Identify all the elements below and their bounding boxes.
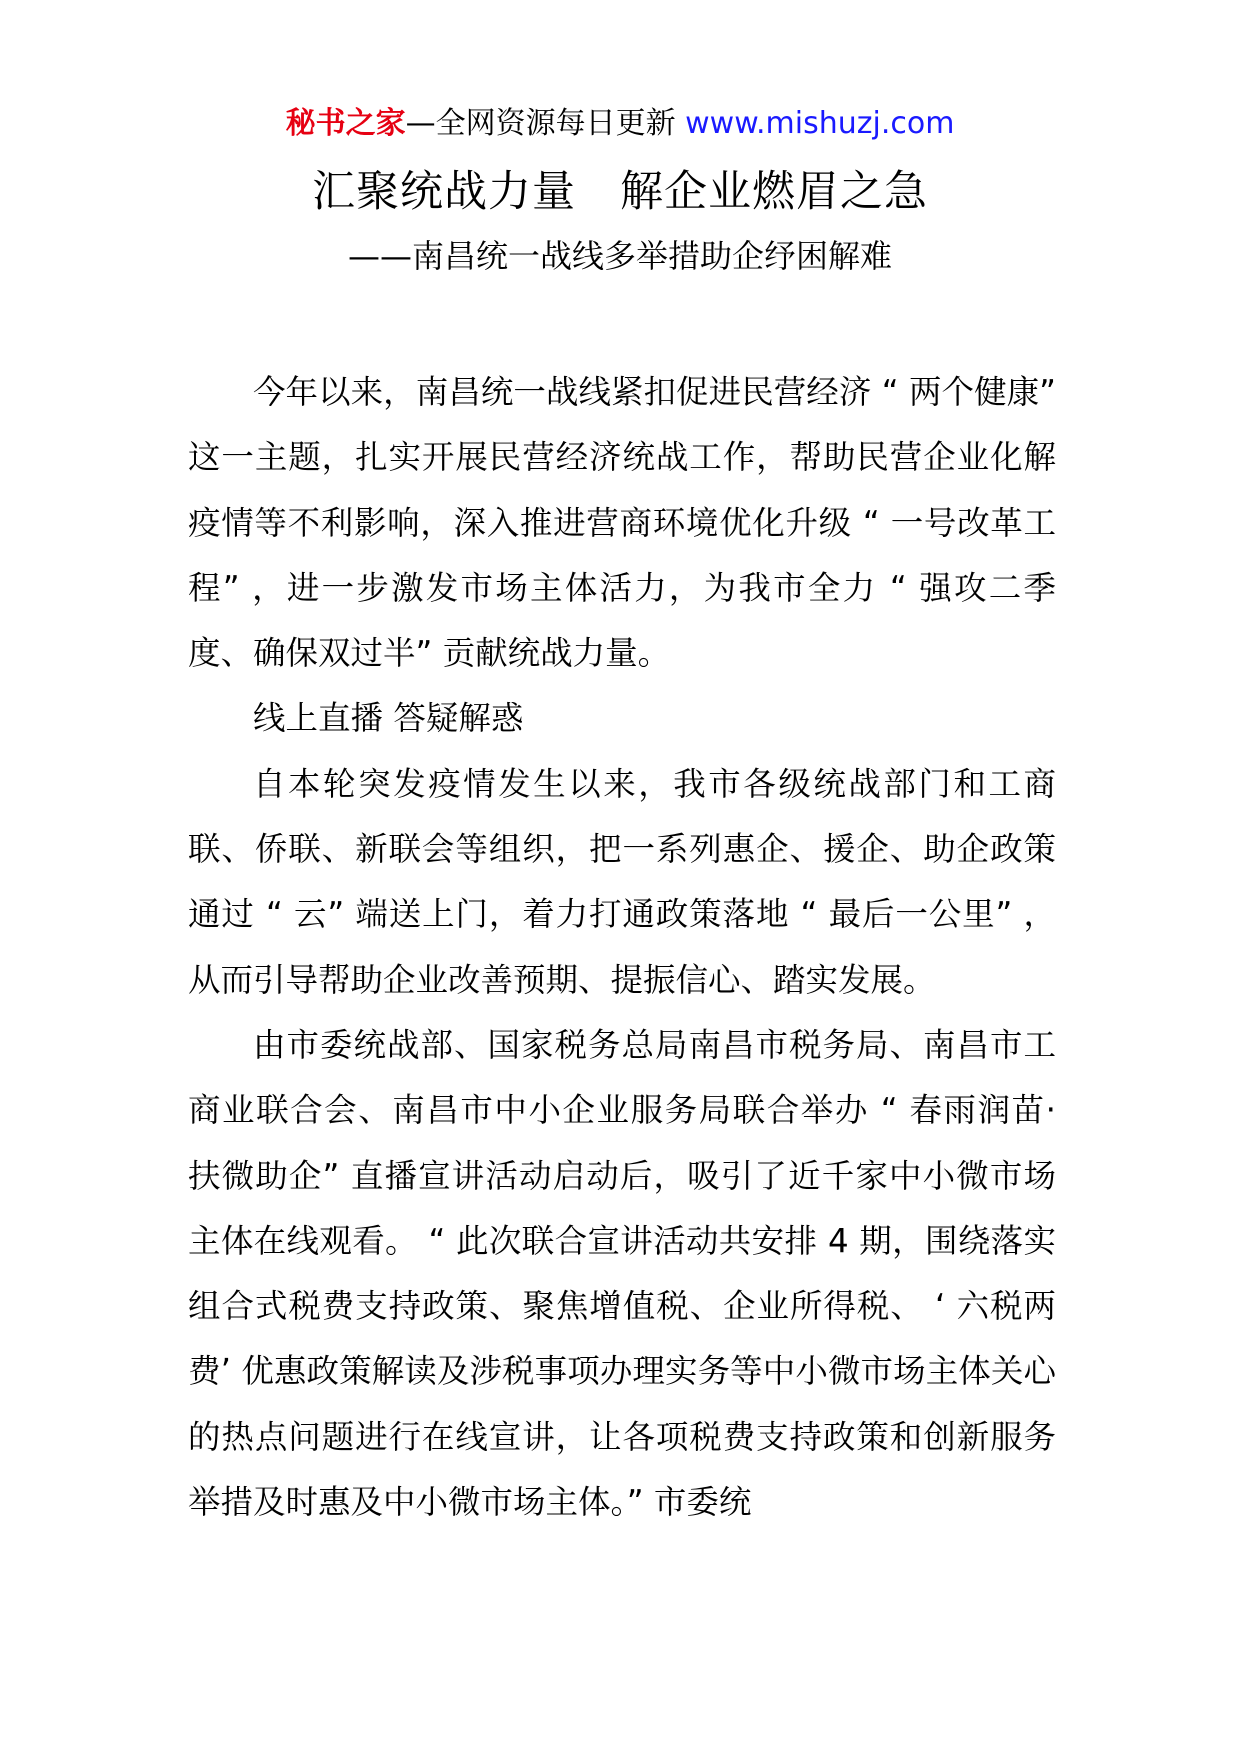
body-paragraph-intro: 今年以来，南昌统一战线紧扣促进民营经济 “ 两个健康” 这一主题，扎实开展民营经济统战工作，帮助民营企业化解疫情等不利影响，深入推进营商环境优化升级 “ 一号改革工程” ，进一步激发市场主体活力，为我市全力 “ 强攻二季度、确保双过半” 贡献统战力量。 [188, 373, 1056, 673]
body-paragraph: 自本轮突发疫情发生以来，我市各级统战部门和工商联、侨联、新联会等组织，把一系列惠企、援企、助企政策通过 “ 云” 端送上门，着力打通政策落地 “ 最后一公里” ，从而引导帮助企业改善预期、提振信心、踏实发展。 [188, 764, 1056, 999]
site-brand: 秘书之家 [285, 106, 406, 141]
site-tagline: —全网资源每日更新 [405, 106, 686, 141]
body-paragraph: 由市委统战部、国家税务总局南昌市税务局、南昌市工商业联合会、南昌市中小企业服务局联合举办 “ 春雨润苗· 扶微助企” 直播宣讲活动启动后，吸引了近千家中小微市场主体在线观看。 “ 此次联合宣讲活动共安排 4 期，围绕落实组合式税费支持政策、聚焦增值税、企业所得税、 ‘ 六税两费’ 优惠政策解读及涉税事项办理实务等中小微市场主体关心的热点问题进行在线宣讲，让各项税费支持政策和创新服务举措及时惠及中小微市场主体。” 市委统 [188, 1025, 1056, 1522]
site-header [0, 102, 1240, 146]
section-heading: 线上直播 答疑解惑 [253, 699, 524, 738]
site-url[interactable]: www.mishuzj.com [685, 106, 955, 141]
document-body [188, 360, 1056, 1535]
document-title: 汇聚统战力量 解企业燃眉之急 [312, 167, 928, 217]
document-subtitle: ——南昌统一战线多举措助企纾困解难 [347, 237, 892, 275]
